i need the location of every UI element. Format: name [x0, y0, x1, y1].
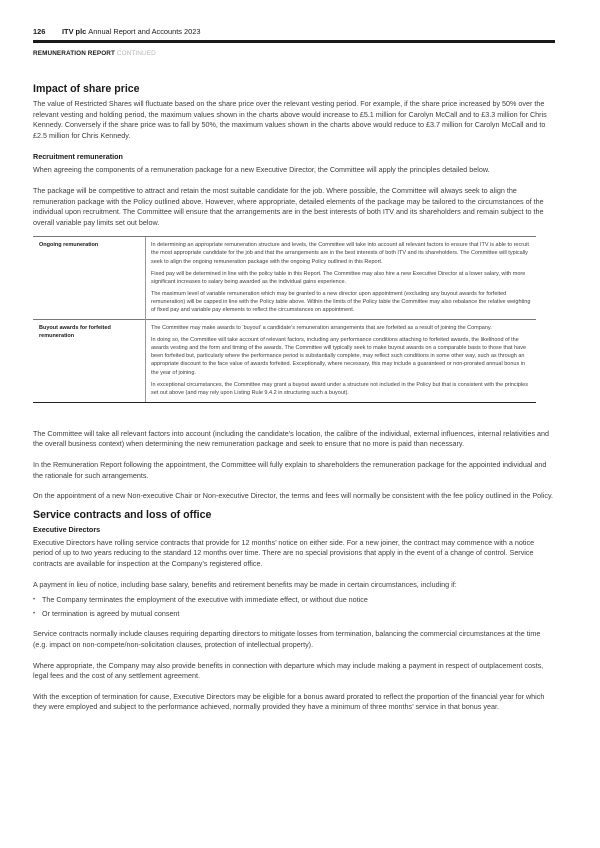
row-paragraph: The Committee may make awards to ‘buyout’ a candidate’s remuneration arrangements that are forfeited as a result of joining the Company.	[151, 325, 492, 332]
list-item: • The Company terminates the employment of the executive with immediate effect, or without due notice	[33, 595, 555, 606]
row-label: Ongoing remuneration	[33, 237, 146, 320]
row-paragraph: The maximum level of variable remuneration which may be granted to a new director upon appointment (excluding any buyout awards for forfeited remuneration) will be capped in line with the Policy table above. Within the limits of the Policy table the Committee may also rebalance the relative weighting of fixed pay and variable pay elements to reflect the circumstances on appointment.	[151, 290, 531, 313]
main-content	[33, 83, 555, 723]
section-suffix: CONTINUED	[116, 50, 156, 57]
section-name: REMUNERATION REPORT	[33, 50, 116, 57]
publication-title: Annual Report and Accounts 2023	[88, 27, 201, 36]
section-label	[33, 50, 156, 57]
service-p2: A payment in lieu of notice, including base salary, benefits and retirement benefits may be made in certain circumstances, including if:	[33, 579, 457, 589]
row-label: Buyout awards for forfeited remuneration	[33, 320, 146, 403]
list-item: • Or termination is agreed by mutual consent	[33, 609, 555, 620]
recruitment-intro: When agreeing the components of a remuneration package for a new Executive Director, the Committee will apply the principles detailed below.	[33, 165, 490, 175]
table-row	[33, 237, 536, 320]
service-p5: With the exception of termination for cause, Executive Directors may be eligible for a bonus award prorated to reflect the proportion of the financial year for which they were employed and subject to the performance achieved, normally provided they have a minimum of three months’ service in that bonus year.	[33, 691, 545, 712]
recruitment-after-1: The Committee will take all relevant factors into account (including the candidate’s location, the calibre of the individual, external influences, internal relativities and the overall business context) when determining the new remuneration package and seek to ensure that no more is paid than necessary.	[33, 428, 550, 449]
impact-body: The value of Restricted Shares will fluctuate based on the share price over the relevant vesting period. For example, if the share price increased by 50% over the relevant vesting and holding period, the maximum values shown in the charts above would increase to £5.1 million for Carolyn McCall and to £3.3 million for Chris Kennedy. Conversely if the share price was to fall by 50%, the maximum values shown in the charts above would reduce to £3.7 million for Carolyn McCall and to £2.5 million for Chris Kennedy.	[33, 99, 547, 140]
header-rule	[33, 40, 555, 43]
row-paragraph: In exceptional circumstances, the Committee may grant a buyout award under a structure not included in the Policy but that is consistent with the principles set out above (and may rely upon Listing Rule 9.4.2 in structuring such a buyout).	[151, 381, 528, 396]
recruitment-body: The package will be competitive to attract and retain the most suitable candidate for the job. Where possible, the Committee will always seek to align the remuneration package with the Policy outlined above. However, where appropriate, detailed elements of the package may be tailored to the circumstances of the individual upon recruitment. The Committee will ensure that the arrangements are in the best interests of both ITV and its shareholders and remain subject to the overall variable pay limits set out below.	[33, 185, 544, 227]
service-heading: Service contracts and loss of office	[33, 508, 212, 521]
service-p3: Service contracts normally include clauses requiring departing directors to mitigate losses from termination, balancing the commercial circumstances at the time (e.g. impact on non-compete/non-solicitation clauses, protection of intellectual property).	[33, 629, 541, 649]
service-p1: Executive Directors have rolling service contracts that provide for 12 months’ notice on either side. For a new joiner, the contract may commence with a notice period of up to two years reducing to the standard 12 months over time. There are no special provisions that apply in the event of a change of control. Service contracts are available for inspection at the Company’s registered office.	[33, 537, 535, 568]
row-paragraph: In doing so, the Committee will take account of relevant factors, including any performance conditions attaching to forfeited awards, the likelihood of the awards vesting and the form and timing of the awards. The Committee will typically seek to make buyout awards on a comparable basis to those that have been forfeited but, particularly where the performance period is substantially complete, may reflect such conditions in some other way, such as through an appropriate discount to the face value of awards forfeited. Exceptionally, where necessary, this may include a guaranteed or non-prorated annual bonus in the year of joining.	[151, 337, 527, 376]
recruitment-after-3: On the appointment of a new Non-executive Chair or Non-executive Director, the terms and fees will normally be consistent with the fee policy outlined in the Policy.	[33, 491, 554, 501]
recruitment-policy-table	[33, 236, 536, 403]
recruitment-after-2: In the Remuneration Report following the appointment, the Committee will fully explain to shareholders the remuneration package for the appointed individual and the rationale for such arrangements.	[33, 460, 547, 480]
row-text	[146, 237, 537, 320]
service-subheading: Executive Directors	[33, 524, 101, 534]
row-paragraph: Fixed pay will be determined in line with the policy table in this Report. The Committee may also hire a new Executive Director at a lower salary, with more significant increases to salary being awarded as the individual gains experience.	[151, 270, 526, 285]
brand-name: ITV plc	[62, 27, 87, 36]
service-p4: Where appropriate, the Company may also provide benefits in connection with departure which may include making a payment in respect of outplacement costs, legal fees and the cost of any settlement agreement.	[33, 660, 544, 681]
impact-heading: Impact of share price	[33, 83, 140, 95]
termination-list	[33, 595, 555, 619]
running-header	[33, 27, 200, 36]
recruitment-heading: Recruitment remuneration	[33, 152, 123, 162]
table-row	[33, 320, 536, 403]
row-text	[146, 320, 537, 403]
page-number: 126	[33, 27, 46, 36]
row-paragraph: In determining an appropriate remuneration structure and levels, the Committee will take into account all relevant factors to ensure that ITV is able to recruit the most appropriate candidate for the job and that the arrangements are in the best interests of both ITV and its shareholders. The Committee will typically seek to align the ongoing remuneration package with the ongoing Policy outlined in this Report.	[151, 242, 529, 265]
